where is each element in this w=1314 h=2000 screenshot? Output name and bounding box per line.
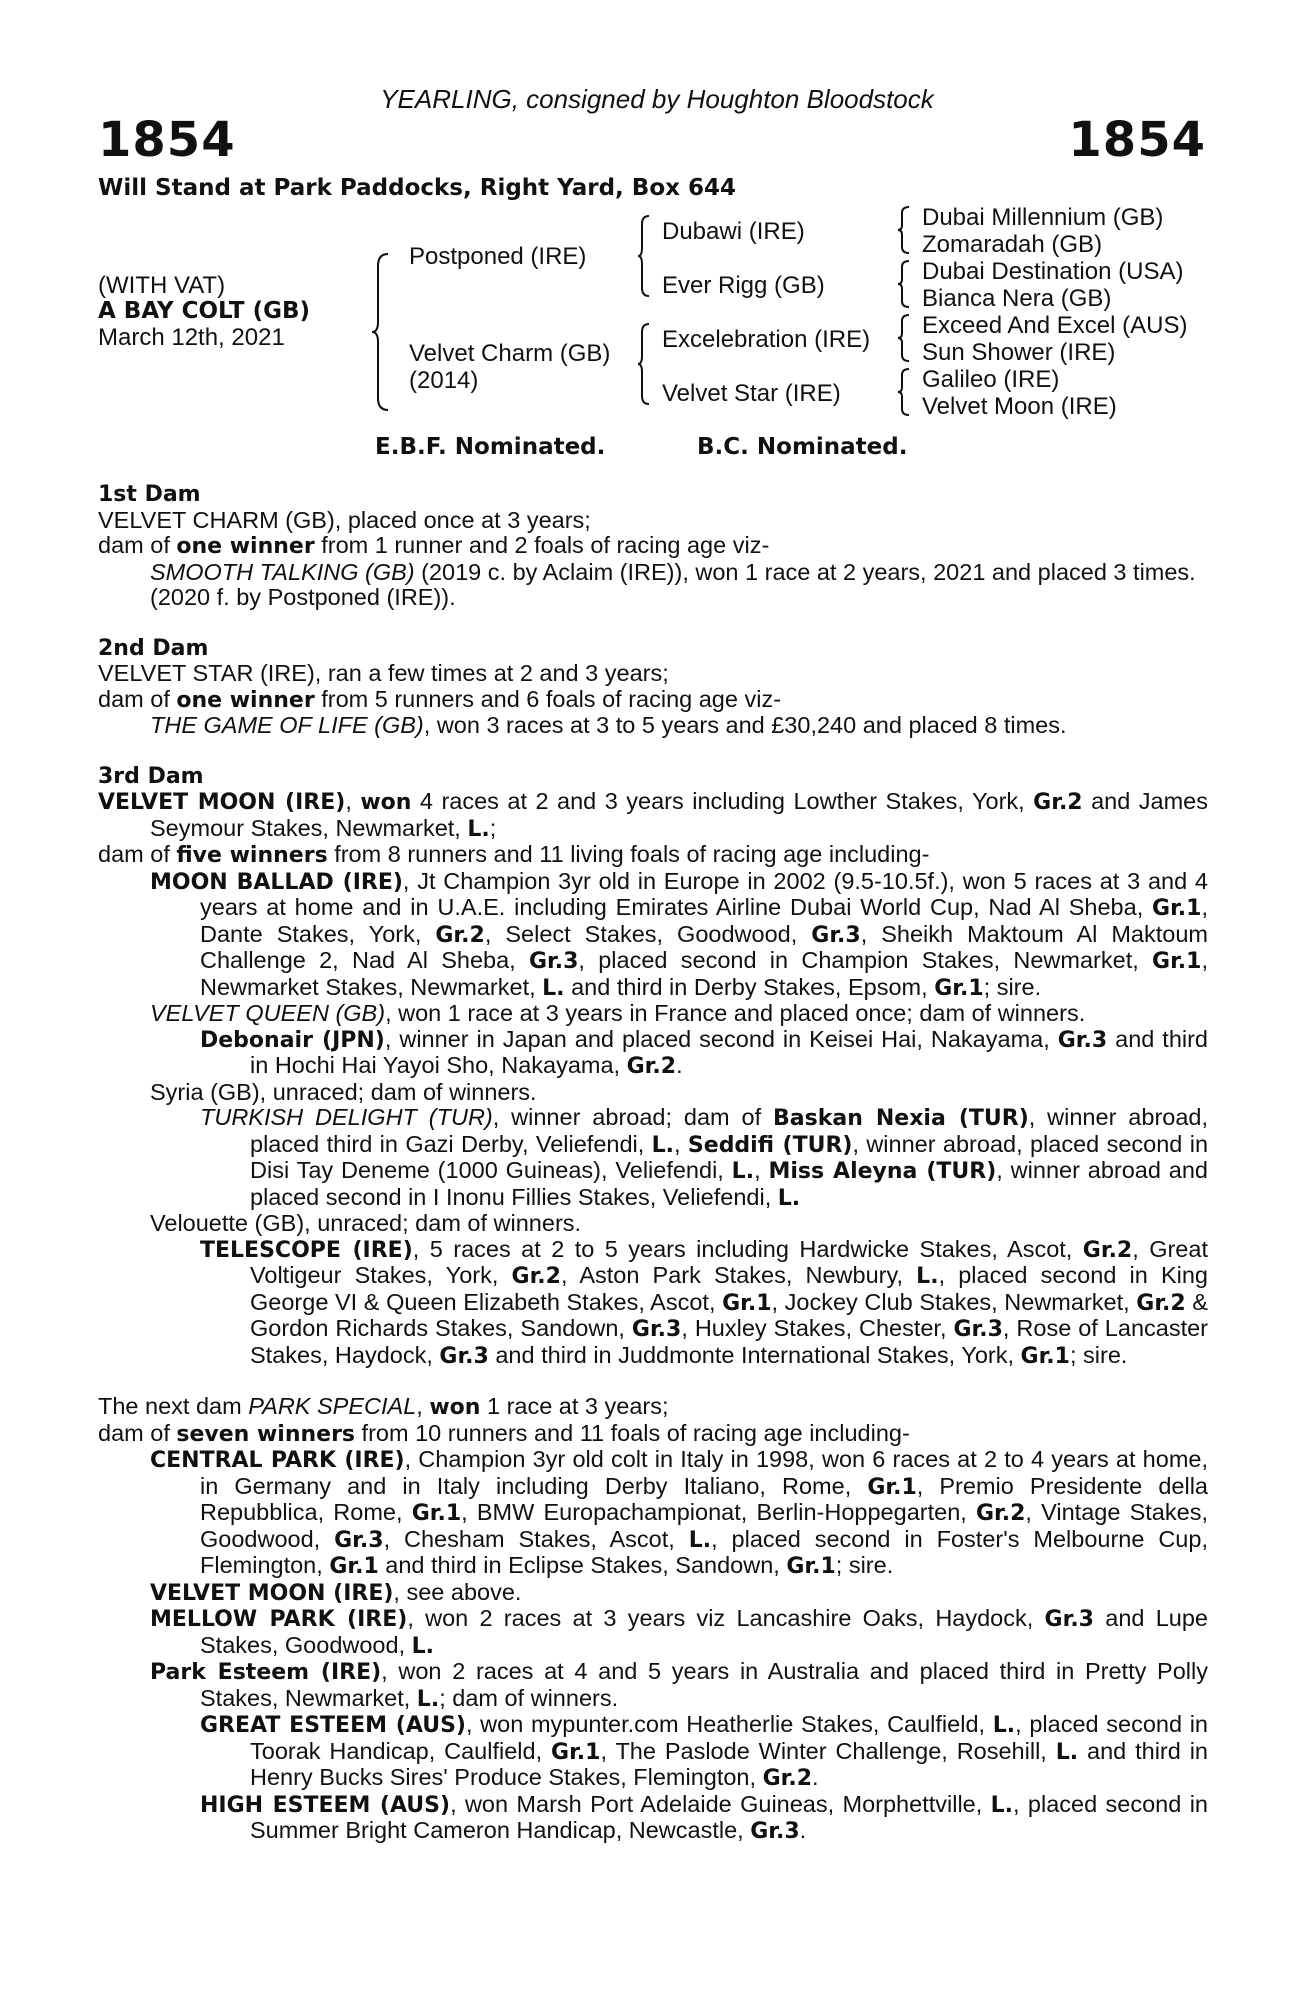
dam-sire: Excelebration (IRE): [662, 326, 871, 353]
progeny-entry: Park Esteem (IRE), won 2 races at 4 and 5 years in Australia and placed third in Pretty Polly Stakes, Newmarket, L.; dam of winners.: [150, 1658, 1208, 1712]
grand-progeny-entry: Debonair (JPN), winner in Japan and placed second in Keisei Hai, Nakayama, Gr.3 and third in Hochi Hai Yayoi Sho, Nakayama, Gr.2.: [200, 1025, 1209, 1079]
third-dam-line: VELVET MOON (IRE), won 4 races at 2 and 3 years including Lowther Stakes, York, Gr.2 and James Seymour Stakes, Newmarket, L.;: [98, 788, 1208, 842]
vat-note: (WITH VAT): [98, 272, 226, 299]
third-dam-produce: dam of five winners from 8 runners and 11 living foals of racing age including-: [98, 841, 930, 868]
brace-main: [370, 252, 392, 412]
sire: Postponed (IRE): [409, 243, 587, 270]
progeny-entry: SMOOTH TALKING (GB) (2019 c. by Aclaim (IRE)), won 1 race at 2 years, 2021 and placed 3 times.: [150, 558, 1196, 585]
catalogue-body: [98, 482, 1208, 1845]
ancestor-4: Bianca Nera (GB): [922, 285, 1112, 312]
second-dam-produce: dam of one winner from 5 runners and 6 foals of racing age viz-: [98, 685, 782, 713]
bc-nominated: B.C. Nominated.: [697, 434, 908, 460]
second-dam-line: VELVET STAR (IRE), ran a few times at 2 and 3 years;: [98, 660, 669, 686]
next-dam-produce: dam of seven winners from 10 runners and 11 foals of racing age including-: [98, 1419, 910, 1447]
progeny-entry: MOON BALLAD (IRE), Jt Champion 3yr old in Europe in 2002 (9.5-10.5f.), won 5 races at 3 and 4 years at home and in U.A.E. including Emirates Airline Dubai World Cup, Nad Al Sheba, Gr.1, Dante Stakes, York, Gr.2, Select Stakes, Goodwood, Gr.3, Sheikh Maktoum Al Maktoum Challenge 2, Nad Al Sheba, Gr.3, placed second in Champion Stakes, Newmarket, Gr.1, Newmarket Stakes, Newmarket, L. and third in Derby Stakes, Epsom, Gr.1; sire.: [150, 867, 1209, 1001]
sire-sire: Dubawi (IRE): [662, 218, 805, 245]
third-dam-heading: 3rd Dam: [98, 763, 204, 789]
ancestor-3: Dubai Destination (USA): [922, 258, 1184, 285]
progeny-entry: VELVET QUEEN (GB), won 1 race at 3 years in France and placed once; dam of winners.: [150, 1000, 1086, 1026]
brace-g1: [896, 205, 912, 255]
second-dam-heading: 2nd Dam: [98, 635, 209, 661]
grand-progeny-entry: TURKISH DELIGHT (TUR), winner abroad; dam of Baskan Nexia (TUR), winner abroad, placed third in Gazi Derby, Veliefendi, L., Seddifi (TUR), winner abroad, placed second in Disi Tay Deneme (1000 Guineas), Veliefendi, L., Miss Aleyna (TUR), winner abroad and placed second in I Inonu Fillies Stakes, Veliefendi, L.: [200, 1104, 1209, 1211]
progeny-entry: VELVET MOON (IRE), see above.: [150, 1578, 522, 1606]
ebf-nominated: E.B.F. Nominated.: [375, 434, 606, 460]
progeny-entry: CENTRAL PARK (IRE), Champion 3yr old colt in Italy in 1998, won 6 races at 2 to 4 years at home, in Germany and in Italy including Derby Italiano, Rome, Gr.1, Premio Presidente della Repubblica, Rome, Gr.1, BMW Europachampionat, Berlin-Hoppegarten, Gr.2, Vintage Stakes, Goodwood, Gr.3, Chesham Stakes, Ascot, L., placed second in Foster's Melbourne Cup, Flemington, Gr.1 and third in Eclipse Stakes, Sandown, Gr.1; sire.: [150, 1446, 1208, 1579]
horse-name: A BAY COLT (GB): [98, 298, 311, 324]
brace-sire: [636, 214, 652, 298]
ancestor-2: Zomaradah (GB): [922, 231, 1103, 258]
brace-g3: [896, 313, 912, 363]
dam-year: (2014): [409, 367, 479, 394]
sire-dam: Ever Rigg (GB): [662, 272, 825, 299]
brace-g4: [896, 367, 912, 417]
consignor-line: YEARLING, consigned by Houghton Bloodstock: [380, 84, 934, 114]
ancestor-7: Galileo (IRE): [922, 366, 1060, 393]
lot-number-right: 1854: [1068, 112, 1206, 168]
brace-dam: [636, 322, 652, 406]
grand-progeny-entry: TELESCOPE (IRE), 5 races at 2 to 5 years including Hardwicke Stakes, Ascot, Gr.2, Great Voltigeur Stakes, York, Gr.2, Aston Park Stakes, Newbury, L., placed second in King George VI & Queen Elizabeth Stakes, Ascot, Gr.1, Jockey Club Stakes, Newmarket, Gr.2 & Gordon Richards Stakes, Sandown, Gr.3, Huxley Stakes, Chester, Gr.3, Rose of Lancaster Stakes, Haydock, Gr.3 and third in Juddmonte International Stakes, York, Gr.1; sire.: [200, 1235, 1209, 1369]
ancestor-1: Dubai Millennium (GB): [922, 204, 1164, 231]
first-dam-heading: 1st Dam: [98, 482, 201, 507]
first-dam-produce: dam of one winner from 1 runner and 2 foals of racing age viz-: [98, 532, 770, 559]
first-dam-line: VELVET CHARM (GB), placed once at 3 years;: [98, 506, 591, 533]
progeny-entry: THE GAME OF LIFE (GB), won 3 races at 3 to 5 years and £30,240 and placed 8 times.: [150, 712, 1067, 738]
dam: Velvet Charm (GB): [409, 340, 611, 367]
ancestor-6: Sun Shower (IRE): [922, 339, 1116, 366]
dam-dam: Velvet Star (IRE): [662, 380, 841, 407]
grand-progeny-entry: GREAT ESTEEM (AUS), won mypunter.com Heatherlie Stakes, Caulfield, L., placed second in Toorak Handicap, Caulfield, Gr.1, The Paslode Winter Challenge, Rosehill, L. and third in Henry Bucks Sires' Produce Stakes, Flemington, Gr.2.: [200, 1711, 1209, 1791]
progeny-entry: (2020 f. by Postponed (IRE)).: [150, 584, 456, 610]
ancestor-5: Exceed And Excel (AUS): [922, 312, 1188, 339]
progeny-entry: MELLOW PARK (IRE), won 2 races at 3 years viz Lancashire Oaks, Haydock, Gr.3 and Lupe Stakes, Goodwood, L.: [150, 1605, 1208, 1659]
stand-location: Will Stand at Park Paddocks, Right Yard, Box 644: [98, 175, 736, 201]
lot-number-left: 1854: [98, 112, 236, 168]
progeny-entry: Velouette (GB), unraced; dam of winners.: [150, 1210, 582, 1236]
brace-g2: [896, 259, 912, 309]
progeny-entry: Syria (GB), unraced; dam of winners.: [150, 1078, 537, 1105]
ancestor-8: Velvet Moon (IRE): [922, 393, 1117, 420]
next-dam-line: The next dam PARK SPECIAL, won 1 race at 3 years;: [98, 1393, 669, 1420]
grand-progeny-entry: HIGH ESTEEM (AUS), won Marsh Port Adelaide Guineas, Morphettville, L., placed second in Summer Bright Cameron Handicap, Newcastle, Gr.3.: [200, 1790, 1208, 1844]
foaling-date: March 12th, 2021: [98, 324, 285, 351]
